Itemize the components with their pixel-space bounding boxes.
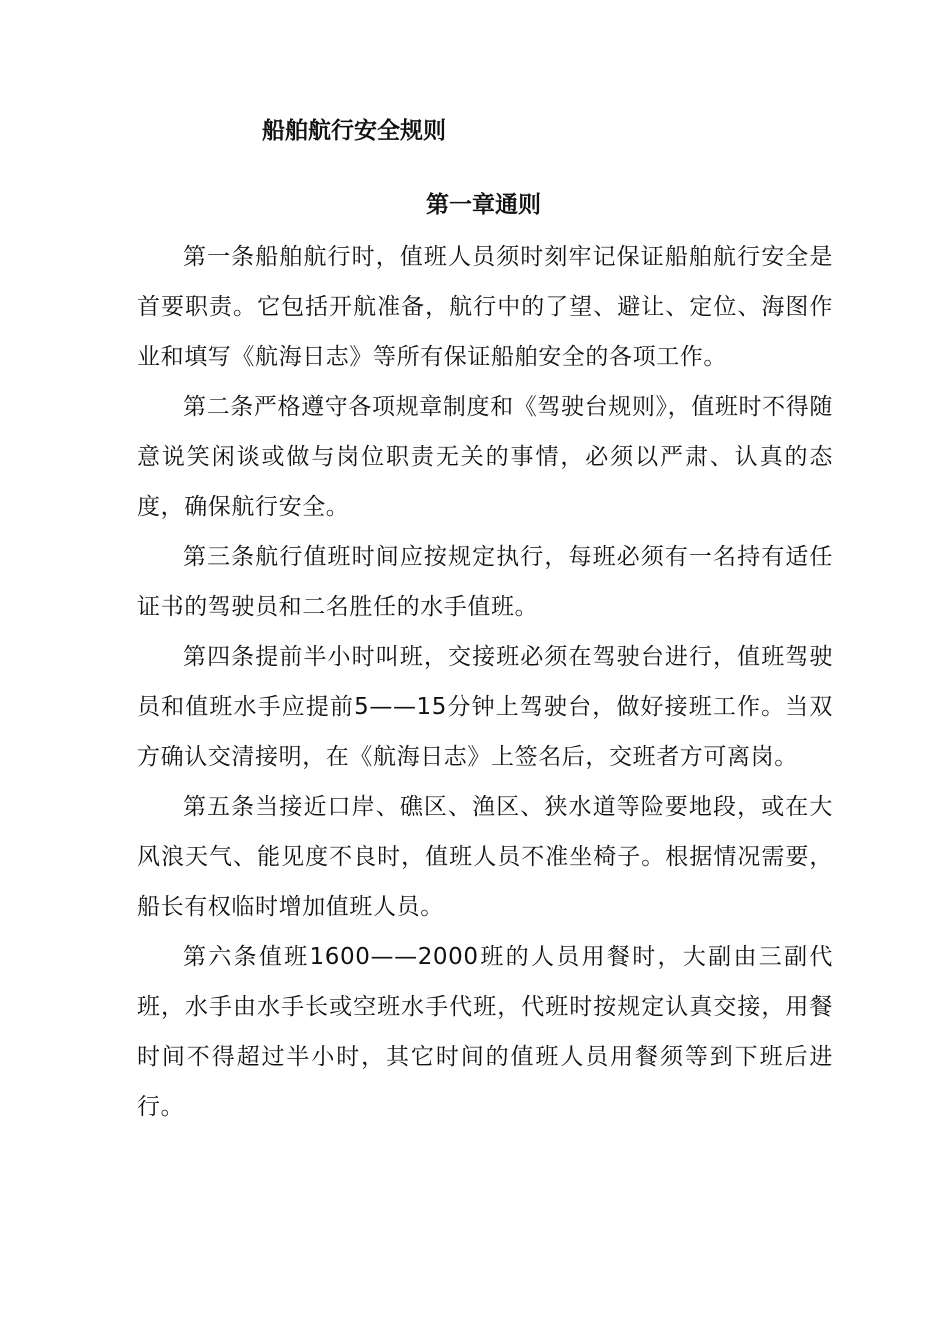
article-5: 第五条当接近口岸、礁区、渔区、狭水道等险要地段，或在大风浪天气、能见度不良时，值班人员不准坐椅子。根据情况需要，船长有权临时增加值班人员。 [137, 794, 833, 920]
article-1: 第一条船舶航行时，值班人员须时刻牢记保证船舶航行安全是首要职责。它包括开航准备，航行中的了望、避让、定位、海图作业和填写《航海日志》等所有保证船舶安全的各项工作。 [137, 244, 833, 370]
article-4: 第四条提前半小时叫班，交接班必须在驾驶台进行，值班驾驶员和值班水手应提前5——15分钟上驾驶台，做好接班工作。当双方确认交清接明，在《航海日志》上签名后，交班者方可离岗。 [137, 644, 833, 770]
article-2: 第二条严格遵守各项规章制度和《驾驶台规则》，值班时不得随意说笑闲谈或做与岗位职责无关的事情，必须以严肃、认真的态度，确保航行安全。 [137, 394, 833, 520]
document-title: 船舶航行安全规则 [262, 118, 446, 144]
article-6: 第六条值班1600——2000班的人员用餐时，大副由三副代班，水手由水手长或空班水手代班，代班时按规定认真交接，用餐时间不得超过半小时，其它时间的值班人员用餐须等到下班后进行。 [137, 944, 833, 1120]
article-3: 第三条航行值班时间应按规定执行，每班必须有一名持有适任证书的驾驶员和二名胜任的水手值班。 [137, 544, 833, 620]
chapter-heading: 第一章通则 [426, 192, 541, 218]
document-body [137, 232, 833, 1132]
